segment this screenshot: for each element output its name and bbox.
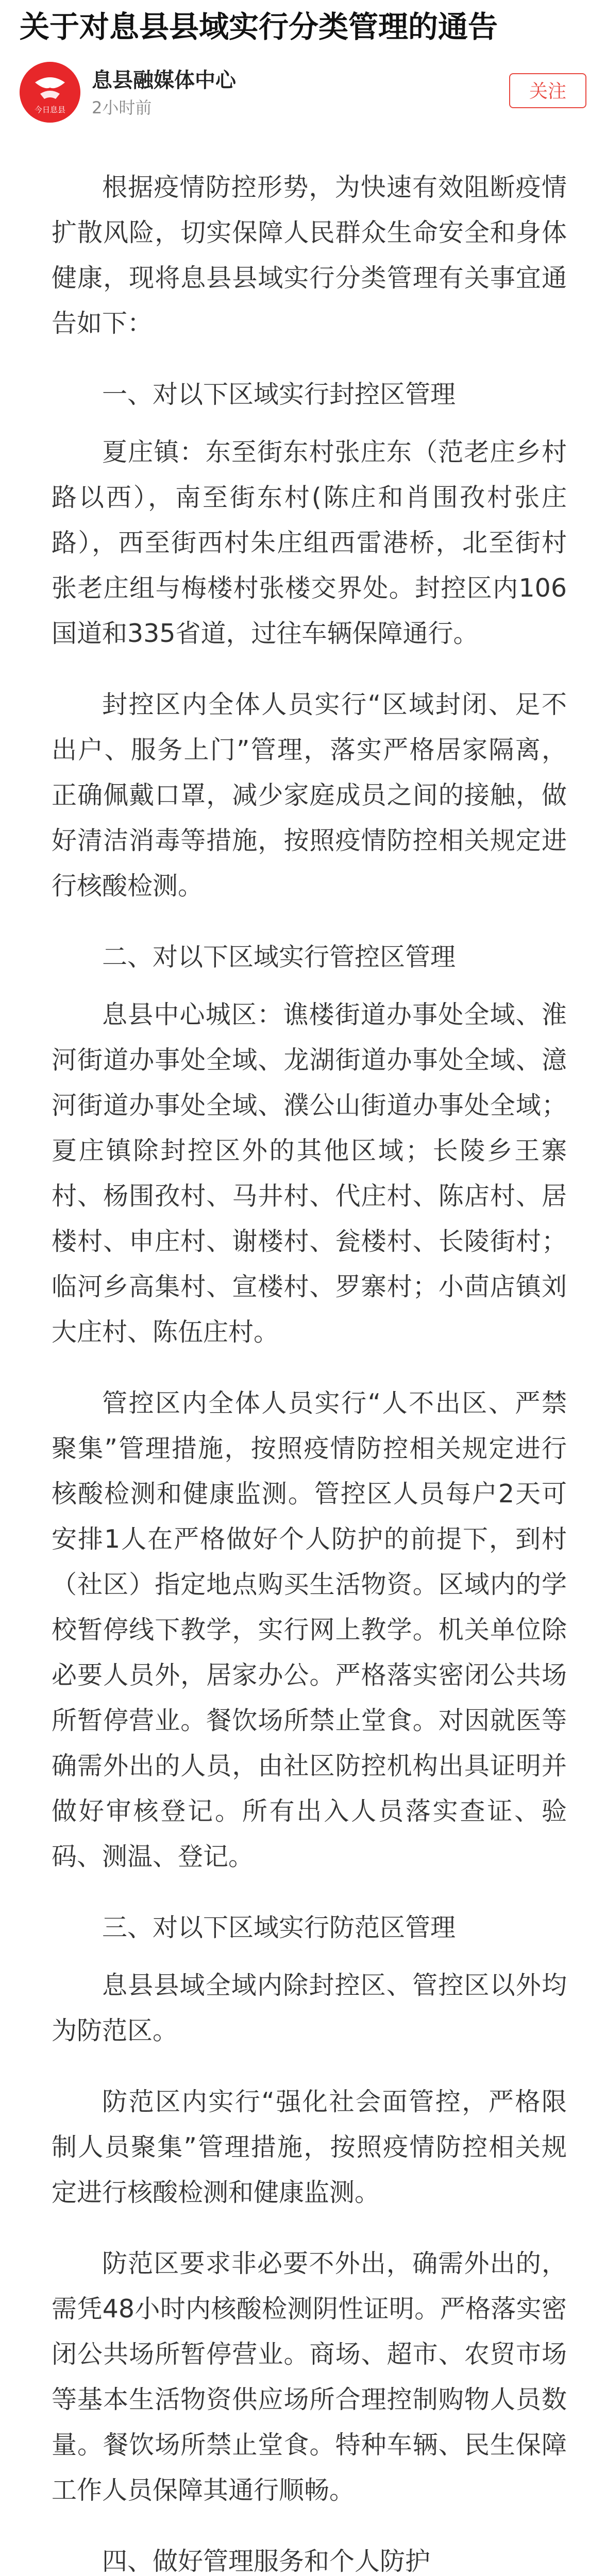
source-avatar[interactable] <box>20 62 80 123</box>
article-header <box>20 62 586 129</box>
article-title: 关于对息县县域实行分类管理的通告 <box>20 9 498 44</box>
avatar-text: 今日息县 <box>34 105 66 114</box>
article-body <box>52 165 567 2576</box>
paragraph: 防范区内实行“强化社会面管控，严格限制人员聚集”管理措施，按照疫情防控相关规定进行核酸检测和健康监测。 <box>52 2087 567 2207</box>
follow-button[interactable]: 关注 <box>509 73 586 108</box>
paragraph: 息县县域全域内除封控区、管控区以外均为防范区。 <box>52 1971 567 2045</box>
paragraph: 封控区内全体人员实行“区域封闭、足不出户、服务上门”管理，落实严格居家隔离，正确佩戴口罩，减少家庭成员之间的接触，做好清洁消毒等措施，按照疫情防控相关规定进行核酸检测。 <box>52 690 567 901</box>
section-heading-1: 一、对以下区域实行封控区管理 <box>102 380 456 409</box>
section-heading-4: 四、做好管理服务和个人防护 <box>102 2547 431 2576</box>
paragraph: 管控区内全体人员实行“人不出区、严禁聚集”管理措施，按照疫情防控相关规定进行核酸检测和健康监测。管控区人员每户2天可安排1人在严格做好个人防护的前提下，到村（社区）指定地点购买生活物资。区域内的学校暂停线下教学，实行网上教学。机关单位除必要人员外，居家办公。严格落实密闭公共场所暂停营业。餐饮场所禁止堂食。对因就医等确需外出的人员，由社区防控机构出具证明并做好审核登记。所有出入人员落实查证、验码、测温、登记。 <box>52 1388 567 1871</box>
source-name[interactable]: 息县融媒体中心 <box>92 69 236 92</box>
section-heading-3: 三、对以下区域实行防范区管理 <box>102 1913 456 1942</box>
source-logo-icon <box>20 62 80 123</box>
paragraph: 防范区要求非必要不外出，确需外出的，需凭48小时内核酸检测阴性证明。严格落实密闭公共场所暂停营业。商场、超市、农贸市场等基本生活物资供应场所合理控制购物人员数量。餐饮场所禁止堂食。特种车辆、民生保障工作人员保障其通行顺畅。 <box>52 2249 567 2505</box>
paragraph: 息县中心城区：谯楼街道办事处全域、淮河街道办事处全域、龙湖街道办事处全域、澺河街道办事处全域、濮公山街道办事处全域；夏庄镇除封控区外的其他区域；长陵乡王寨村、杨围孜村、马井村、代庄村、陈店村、居楼村、申庄村、谢楼村、瓮楼村、长陵街村；临河乡高集村、宣楼村、罗寨村；小茴店镇刘大庄村、陈伍庄村。 <box>52 1000 567 1347</box>
publish-time: 2小时前 <box>92 98 152 117</box>
paragraph-intro: 根据疫情防控形势，为快速有效阻断疫情扩散风险，切实保障人民群众生命安全和身体健康，现将息县县域实行分类管理有关事宜通告如下： <box>52 173 567 338</box>
section-heading-2: 二、对以下区域实行管控区管理 <box>102 942 456 972</box>
paragraph: 夏庄镇：东至街东村张庄东（范老庄乡村路以西），南至街东村(陈庄和肖围孜村张庄路），西至街西村朱庄组西雷港桥，北至街村张老庄组与梅楼村张楼交界处。封控区内106国道和335省道，过往车辆保障通行。 <box>52 437 567 648</box>
